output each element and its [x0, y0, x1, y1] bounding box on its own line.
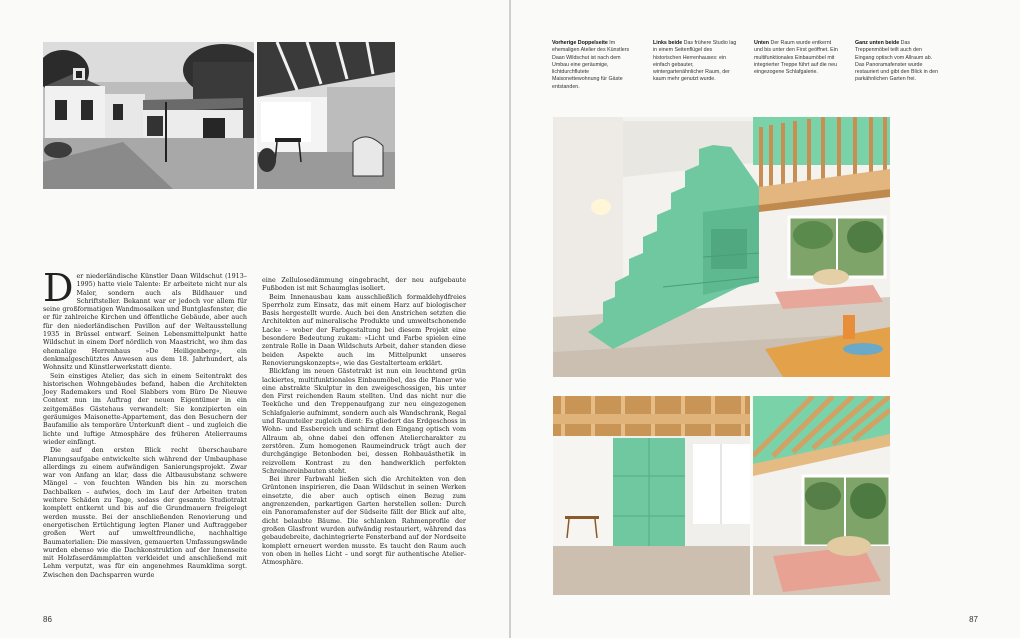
photo-green-staircase-main [553, 117, 890, 377]
drop-cap: D [43, 266, 74, 310]
photo-old-studio-interior [257, 42, 395, 189]
caption-text: Im ehemaligen Atelier des Künstlers Daan Wildschut ist nach dem Umbau eine geräumige, lichtdurchflutete Maisonettewohnung für Gäste entstanden. [552, 40, 630, 90]
paragraph-intro-text: er niederländische Künstler Daan Wildschut (1913–1995) hatte viele Talente: Er arbeitete nicht nur als Maler, sondern auch als Bildhauer und Schriftsteller. Bekannt war er jedoch vor allem für seine großformatigen Wandmosaiken und Buntglasfenster, die er für zahlreiche Kirchen und öffentliche Gebäude, aber auch für den niederländischen Pavillon auf der Weltausstellung 1935 in Brüssel entwarf. Seinen Lebensmittelpunkt hatte Wildschut in einem Dorf nördlich von Maastricht, wo ihm das ehemalige Herrenhaus »De Heiligenberg«, ein denkmalgeschütztes Anwesen aus dem 18. Jahrhundert, als Wohnsitz und Künstlerwerkstatt diente. [43, 272, 247, 372]
caption-lead: Unten [754, 40, 770, 46]
paragraph: Die auf den ersten Blick recht überschaubare Planungsaufgabe entwickelte sich während der Umbauphase allerdings zu einem aufwändigen Sanierungsprojekt. Zwar war von Anfang an klar, dass die Altbausubstanz schwere Mängel – von feuchten Wänden bis hin zu morschen Dachbalken – aufwies, doch im Lauf der Arbeiten traten weitere Schäden zu Tage, sodass der gesamte Studiotrakt komplett entkernt und bis auf die Grundmauern freigelegt werden musste. Bei der anschließenden Renovierung und energetischen Ertüchtigung legten Planer und Auftraggeber großen Wert auf umweltfreundliche, nachhaltige Baumaterialien: Die massiven, gemauerten Umfassungswände wurden ebenso wie die Dachkonstruktion auf der Innenseite mit Holzfaserdämmplatten verkleidet und anschließend mit Lehm verputzt, was für ein angenehmes Raumklima sorgt. Zwischen den Dachsparren wurde [43, 446, 247, 579]
caption-below [754, 40, 839, 76]
caption-text: Das Treppenmöbel teilt auch den Eingang optisch vom Allraum ab. Das Panoramafenster wurde restauriert und gibt den Blick in den parkähnlichen Garten frei. [855, 40, 939, 83]
photo-panorama-window-living-room [753, 396, 890, 595]
body-text-column-2 [262, 276, 466, 600]
caption-lead: Links beide [653, 40, 683, 46]
caption-text: Das frühere Studio lag in einem Seitenflügel des historischen Herrenhauses: ein einfach gebauter, wintergartenähnlicher Raum, der kaum mehr genutzt wurde. [653, 40, 737, 83]
paragraph: Blickfang im neuen Gästetrakt ist nun ein leuchtend grün lackiertes, multifunktionales Einbaumöbel, das die Planer wie eine abstrakte Skulptur in den zweigeschossigen, bis unter den First reichenden Raum stellten. Und das nicht nur die Teeküche und den Treppenaufgang zur neu eingezogenen Schlafgalerie aufnimmt, sondern auch als Wandschrank, Regal und Raumteiler zugleich dient: Es gliedert das Erdgeschoss in Wohn- und Essbereich und schirmt den Eingang optisch vom Allraum ab, ohne dabei den offenen Ateliercharakter zu zerstören. Zum homogenen Raumeindruck trägt auch der durchgängige Betonboden bei, dessen Rohbauästhetik in reizvollem Kontrast zu den handwerklich perfekten Schreinereinbauten steht. [262, 367, 466, 475]
caption-lead: Ganz unten beide [855, 40, 900, 46]
caption-lead: Vorherige Doppelseite [552, 40, 608, 46]
page-number-right: 87 [969, 615, 978, 624]
caption-left-both [653, 40, 738, 84]
right-page [511, 0, 1020, 638]
caption-previous-spread [552, 40, 637, 91]
body-text-column-1 [43, 266, 247, 600]
paragraph: Sein einstiges Atelier, das sich in einem Seitentrakt des historischen Wohngebäudes befand, haben die Architekten Joey Rademakers und Roel Slabbers vom Büro De Nieuwe Context nun im Auftrag der neuen Eigentümer in ein zeitgemäßes Gästehaus verwandelt: Sie konzipierten ein geräumiges Maisonette-Appartement, das den Besuchern der Baufamilie als temporäre Unterkunft dient – und zugleich die lichte und luftige Atmosphäre des früheren Atelierraums wieder einfängt. [43, 371, 247, 446]
caption-text: Der Raum wurde entkernt und bis unter den First geöffnet. Ein multifunktionales Einbaumöbel mit integrierter Treppe führt auf die neu eingezogene Schlafgalerie. [754, 40, 838, 76]
paragraph-intro [43, 266, 247, 372]
photo-green-cabinet-entrance [553, 396, 750, 595]
photo-historic-house-exterior [43, 42, 254, 189]
paragraph: eine Zellulosedämmung eingebracht, der neu aufgebaute Fußboden ist mit Schaumglas isoliert. [262, 276, 466, 293]
left-page [0, 0, 509, 638]
caption-bottom-both [855, 40, 940, 84]
paragraph: Beim Innenausbau kam ausschließlich formaldehydfreies Sperrholz zum Einsatz, das mit einem Harz auf biologischer Basis hergestellt wurde. Auch bei den Anstrichen setzten die Architekten auf mineralische Produkte und umweltschonende Lacke – wober der Farbgestaltung bei diesem Projekt eine besondere Bedeutung zukam: »Licht und Farbe spielen eine zentrale Rolle in Daan Wildschuts Arbeit, daher standen diese beiden Aspekte auch im Mittelpunkt unseres Renovierungskonzepts«, wie das Gestalterteam erklärt. [262, 292, 466, 367]
page-number-left: 86 [43, 615, 52, 624]
paragraph: Bei ihrer Farbwahl ließen sich die Architekten von den Grüntonen inspirieren, die Daan Wildschut in seinen Werken einsetzte, die aber auch optisch einen Bezug zum angrenzenden, parkartigen Garten herstellen sollen: Durch ein Panoramafenster auf der Südseite fällt der Blick auf alte, dicht belaubte Bäume. Die schlanken Rahmenprofile der großen Glasfront wurden aufwändig restauriert, während das gebaudebreite, dachintegrierte Fensterband auf der Nordseite komplett erneuert werden musste. Es taucht den Raum auch von oben in helles Licht – und sorgt für authentische Atelier-Atmosphäre. [262, 475, 466, 567]
